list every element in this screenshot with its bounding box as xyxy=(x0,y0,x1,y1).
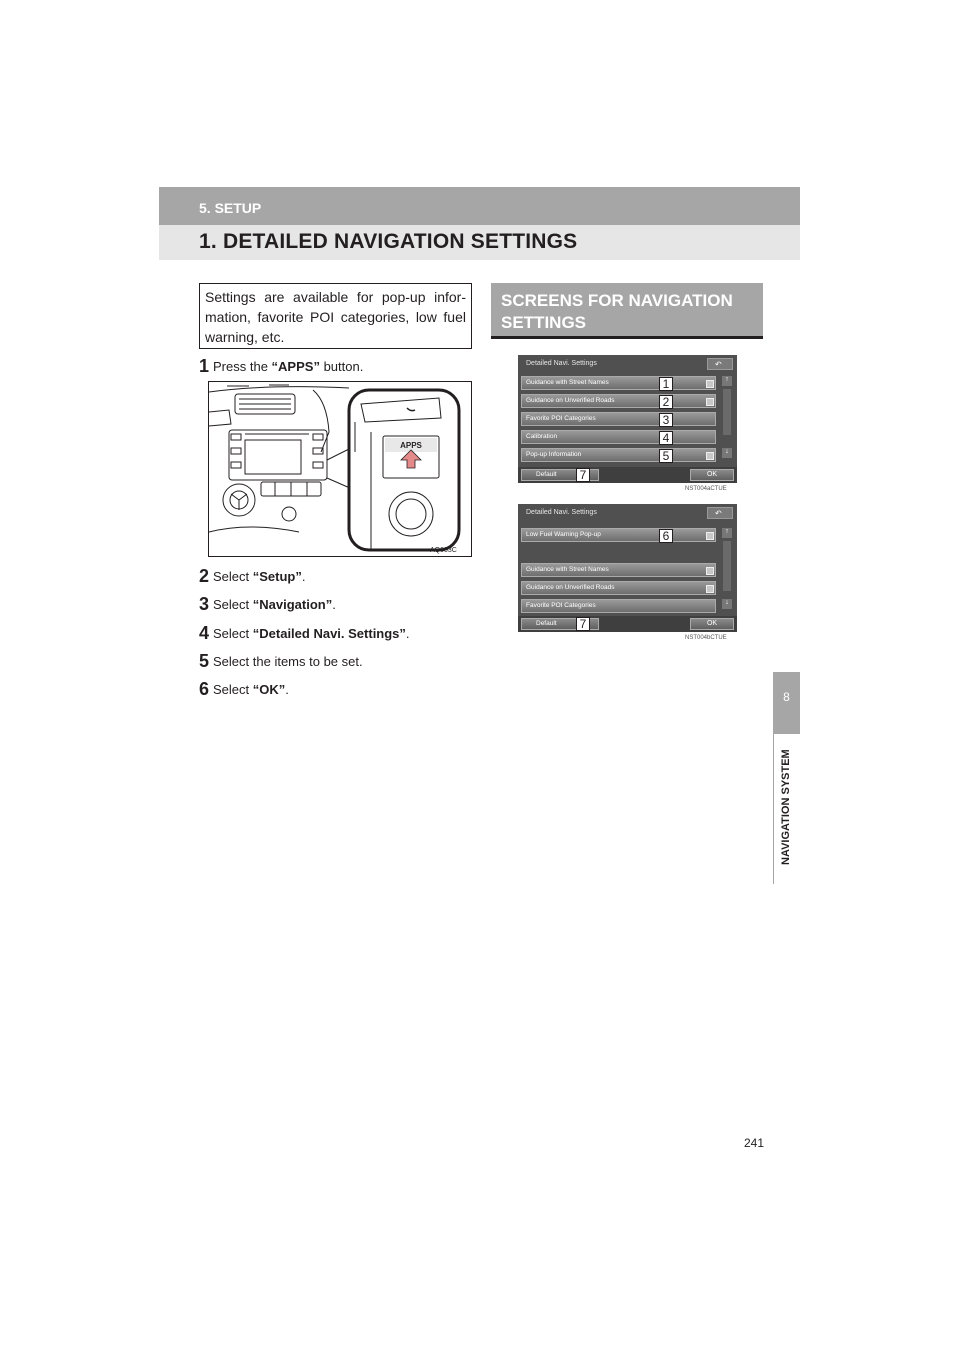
checkbox-icon xyxy=(706,398,714,406)
ok-button: OK xyxy=(690,469,734,481)
section-label: 5. SETUP xyxy=(199,200,262,216)
step-text: . xyxy=(285,682,289,697)
step-text: Select xyxy=(213,597,253,612)
checkbox-icon xyxy=(706,532,714,540)
step-5 xyxy=(199,651,363,672)
checkbox-icon xyxy=(706,380,714,388)
setting-row-label: Guidance with Street Names xyxy=(526,379,609,386)
screen-title: Detailed Navi. Settings xyxy=(526,509,597,516)
step-2 xyxy=(199,566,306,587)
illustration-code: AQ003C xyxy=(430,547,457,554)
step-number: 5 xyxy=(199,651,210,671)
step-keyword: “Setup” xyxy=(252,569,302,584)
callout-number: 4 xyxy=(659,431,673,445)
step-keyword: “OK” xyxy=(252,682,286,697)
callout-number: 7 xyxy=(576,617,590,631)
checkbox-icon xyxy=(706,567,714,575)
step-number: 4 xyxy=(199,623,210,643)
screen-code: NST004bCTUE xyxy=(685,635,727,641)
chapter-number: 8 xyxy=(783,690,790,704)
step-text: Select xyxy=(213,682,253,697)
dashboard-drawing xyxy=(209,382,472,557)
screen-code: NST004aCTUE xyxy=(685,486,727,492)
setting-row-label: Favorite POI Categories xyxy=(526,415,596,422)
setting-row xyxy=(521,563,716,577)
callout-number: 3 xyxy=(659,413,673,427)
setting-row-label: Pop-up Information xyxy=(526,451,582,458)
back-arrow-icon: ↶ xyxy=(715,360,722,369)
step-text: . xyxy=(332,597,336,612)
callout-number: 2 xyxy=(659,395,673,409)
dashboard-illustration xyxy=(208,381,472,557)
default-button: Default xyxy=(521,618,599,630)
step-text: Select xyxy=(213,626,253,641)
callout-number: 5 xyxy=(659,449,673,463)
detailed-navi-settings-screen-2 xyxy=(518,504,737,632)
step-keyword: “Detailed Navi. Settings” xyxy=(252,626,406,641)
back-button xyxy=(707,507,733,519)
setting-row-label: Favorite POI Categories xyxy=(526,602,596,609)
setting-row xyxy=(521,528,716,542)
screen-title: Detailed Navi. Settings xyxy=(526,360,597,367)
detailed-navi-settings-screen-1 xyxy=(518,355,737,483)
setting-row-label: Guidance on Unverified Roads xyxy=(526,397,615,404)
callout-number: 7 xyxy=(576,468,590,482)
step-6 xyxy=(199,679,289,700)
page-number: 241 xyxy=(744,1136,765,1150)
step-keyword: “Navigation” xyxy=(252,597,333,612)
step-text: Press the xyxy=(213,359,272,374)
scroll-up-icon: ↑ xyxy=(722,528,732,538)
intro-note: Settings are available for pop-up infor-mation, favorite POI categories, low fuel warning, etc. xyxy=(199,283,472,349)
chapter-rule xyxy=(773,734,774,884)
setting-row-label: Calibration xyxy=(526,433,558,440)
apps-button-label: APPS xyxy=(400,441,422,450)
step-keyword: “APPS” xyxy=(271,359,320,374)
setting-row-label: Guidance with Street Names xyxy=(526,566,609,573)
scroll-down-icon: ↓ xyxy=(722,599,732,609)
setting-row xyxy=(521,599,716,613)
back-arrow-icon: ↶ xyxy=(715,509,722,518)
step-text: Select xyxy=(213,569,253,584)
step-text: . xyxy=(405,626,410,641)
step-number: 3 xyxy=(199,594,210,614)
step-number: 6 xyxy=(199,679,210,699)
setting-row-label: Guidance on Unverified Roads xyxy=(526,584,615,591)
setting-row xyxy=(521,412,716,426)
page-title: 1. DETAILED NAVIGATION SETTINGS xyxy=(199,230,578,253)
default-button: Default xyxy=(521,469,599,481)
setting-row xyxy=(521,581,716,595)
chapter-label: NAVIGATION SYSTEM xyxy=(780,749,792,865)
step-1 xyxy=(199,356,363,377)
step-number: 1 xyxy=(199,356,210,376)
scrollbar-track xyxy=(723,389,731,435)
back-button xyxy=(707,358,733,370)
setting-row-label: Low Fuel Warning Pop-up xyxy=(526,531,601,538)
screens-section-title: SCREENS FOR NAVIGATION SETTINGS xyxy=(491,283,763,339)
setting-row xyxy=(521,448,716,462)
step-text: . xyxy=(301,569,306,584)
step-4 xyxy=(199,623,410,644)
checkbox-icon xyxy=(706,585,714,593)
setting-row xyxy=(521,376,716,390)
step-number: 2 xyxy=(199,566,210,586)
setting-row xyxy=(521,430,716,444)
step-3 xyxy=(199,594,336,615)
callout-number: 6 xyxy=(659,529,673,543)
scroll-up-icon: ↑ xyxy=(722,376,732,386)
checkbox-icon xyxy=(706,452,714,460)
step-text: Select the items to be set. xyxy=(213,654,363,669)
setting-row xyxy=(521,394,716,408)
scroll-down-icon: ↓ xyxy=(722,448,732,458)
step-text: button. xyxy=(319,359,364,374)
scrollbar-track xyxy=(723,541,731,591)
ok-button: OK xyxy=(690,618,734,630)
callout-number: 1 xyxy=(659,377,673,391)
